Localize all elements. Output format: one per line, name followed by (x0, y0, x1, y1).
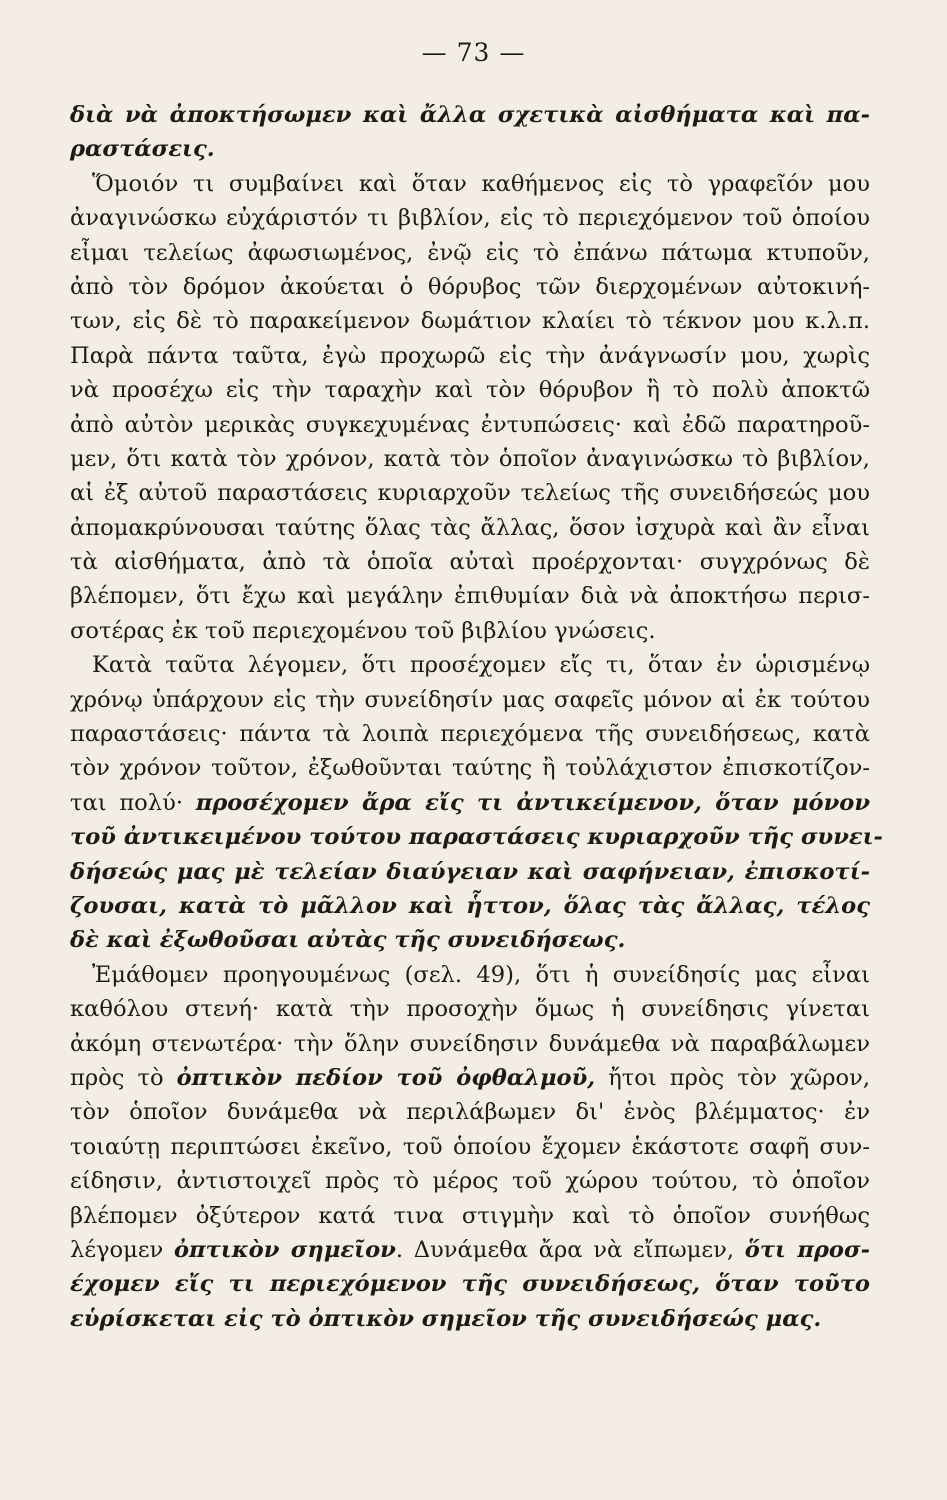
text-line (70, 408, 870, 442)
text-line (70, 1267, 870, 1301)
text-segment: Κατὰ ταῦτα λέγομεν, ὅτι προσέχομεν εἴς τι, ὅταν ἐν ὡρισμένῳ (92, 652, 870, 679)
text-segment: τοιαύτῃ περιπτώσει ἐκεῖνο, τοῦ ὁποίου ἔχομεν ἑκάστοτε σαφῆ συν- (70, 1133, 870, 1160)
text-segment: χρόνῳ ὑπάρχουν εἰς τὴν συνείδησίν μας σαφεῖς μόνον αἱ ἐκ τούτου (70, 686, 870, 713)
text-segment: είδησιν, ἀντιστοιχεῖ πρὸς τὸ μέρος τοῦ χώρου τούτου, τὸ ὁποῖον (70, 1168, 870, 1195)
text-segment: πρὸς τὸ (70, 1064, 177, 1091)
text-line (70, 511, 870, 545)
text-segment: Ὅμοιόν τι συμβαίνει καὶ ὅταν καθήμενος εἰς τὸ γραφεῖόν μου (92, 170, 870, 197)
text-line (70, 1233, 870, 1267)
text-segment: ἤτοι πρὸς τὸν χῶρον, (595, 1064, 870, 1091)
emphasized-text: εὑρίσκεται εἰς τὸ ὀπτικὸν σημεῖον τῆς συνειδήσεώς μας. (70, 1305, 822, 1332)
text-line (70, 270, 870, 304)
text-segment: τὸν χρόνον τοῦτον, ἐξωθοῦνται ταύτης ἢ τοὐλάχιστον ἐπισκοτίζον- (70, 755, 870, 782)
text-line (70, 476, 870, 510)
text-line (70, 545, 870, 579)
text-line (70, 236, 870, 270)
text-line (70, 167, 870, 201)
text-segment: τὸν ὁποῖον δυνάμεθα νὰ περιλάβωμεν δι' ἑνὸς βλέμματος· ἐν (70, 1099, 870, 1126)
text-line (70, 304, 870, 338)
text-line (70, 98, 870, 132)
text-segment: βλέπομεν, ὅτι ἔχω καὶ μεγάλην ἐπιθυμίαν διὰ νὰ ἀποκτήσω περισ- (70, 583, 870, 610)
text-line (70, 1164, 870, 1198)
text-line (70, 1061, 870, 1095)
emphasized-text: προσέχομεν ἄρα εἴς τι ἀντικείμενον, ὅταν μόνον (195, 789, 870, 816)
text-segment: βλέπομεν ὀξύτερον κατά τινα στιγμὴν καὶ τὸ ὁποῖον συνήθως (70, 1202, 870, 1229)
text-line (70, 786, 870, 820)
emphasized-text: τοῦ ἀντικειμένου τούτου παραστάσεις κυριαρχοῦν τῆς συνει- (70, 824, 883, 851)
emphasized-text: δὲ καὶ ἐξωθοῦσαι αὐτὰς τῆς συνειδήσεως. (70, 927, 626, 954)
text-segment: παραστάσεις· πάντα τὰ λοιπὰ περιεχόμενα τῆς συνειδήσεως, κατὰ (70, 721, 870, 748)
text-segment: μεν, ὅτι κατὰ τὸν χρόνον, κατὰ τὸν ὁποῖον ἀναγινώσκω τὸ βιβλίον, (70, 445, 870, 472)
text-segment: ται πολύ· (70, 789, 196, 816)
text-line (70, 717, 870, 751)
text-segment: σοτέρας ἐκ τοῦ περιεχομένου τοῦ βιβλίου γνώσεις. (70, 617, 656, 644)
text-line (70, 820, 883, 854)
text-line (70, 889, 870, 923)
text-line (70, 442, 870, 476)
text-segment: ἀπὸ τὸν δρόμον ἀκούεται ὁ θόρυβος τῶν διερχομένων αὐτοκινή- (70, 273, 870, 300)
page-number: — 73 — (421, 38, 526, 67)
text-segment: ἀπομακρύνουσαι ταύτης ὅλας τὰς ἄλλας, ὅσον ἰσχυρὰ καὶ ἂν εἶναι (70, 514, 870, 541)
emphasized-text: ζουσαι, κατὰ τὸ μᾶλλον καὶ ἧττον, ὅλας τὰς ἄλλας, τέλος (70, 892, 870, 919)
emphasized-text: ὀπτικὸν πεδίον τοῦ ὀφθαλμοῦ, (176, 1064, 596, 1091)
text-segment: νὰ προσέχω εἰς τὴν ταραχὴν καὶ τὸν θόρυβον ἢ τὸ πολὺ ἀποκτῶ (70, 377, 870, 404)
text-segment: λέγομεν (70, 1236, 174, 1263)
text-line (70, 1130, 870, 1164)
text-line (70, 648, 870, 682)
text-line (70, 1095, 870, 1129)
text-line (70, 683, 870, 717)
text-line (70, 855, 870, 889)
emphasized-text: έχομεν εἴς τι περιεχόμενον τῆς συνειδήσεως, ὅταν τοῦτο (70, 1271, 870, 1298)
text-segment: Ἐμάθομεν προηγουμένως (σελ. 49), ὅτι ἡ συνείδησίς μας εἶναι (92, 961, 870, 988)
text-segment: ἀκόμη στενωτέρα· τὴν ὅλην συνείδησιν δυνάμεθα νὰ παραβάλωμεν (70, 1030, 870, 1057)
text-line (70, 751, 870, 785)
text-segment: ἀναγινώσκω εὐχάριστόν τι βιβλίον, εἰς τὸ περιεχόμενον τοῦ ὁποίου (70, 205, 870, 232)
text-segment: αἱ ἐξ αὐτοῦ παραστάσεις κυριαρχοῦν τελείως τῆς συνειδήσεώς μου (70, 480, 870, 507)
text-segment: Παρὰ πάντα ταῦτα, ἐγὼ προχωρῶ εἰς τὴν ἀνάγνωσίν μου, χωρὶς (70, 342, 870, 369)
text-segment: εἶμαι τελείως ἀφωσιωμένος, ἐνῷ εἰς τὸ ἐπάνω πάτωμα κτυποῦν, (70, 239, 870, 266)
text-line (70, 614, 870, 648)
emphasized-text: διὰ νὰ ἀποκτήσωμεν καὶ ἄλλα σχετικὰ αἰσθήματα καὶ πα- (70, 102, 870, 128)
text-segment: ἀπὸ αὐτὸν μερικὰς συγκεχυμένας ἐντυπώσεις· καὶ ἐδῶ παρατηροῦ- (70, 411, 870, 438)
emphasized-text: ὅτι προσ- (744, 1236, 871, 1263)
text-segment: καθόλου στενή· κατὰ τὴν προσοχὴν ὅμως ἡ συνείδησις γίνεται (70, 996, 870, 1023)
emphasized-text: ραστάσεις. (70, 136, 215, 163)
text-line (70, 1199, 870, 1233)
text-segment: . Δυνάμεθα ἄρα νὰ εἴπωμεν, (395, 1236, 745, 1263)
text-line (70, 373, 870, 407)
emphasized-text: δήσεώς μας μὲ τελείαν διαύγειαν καὶ σαφήνειαν, ἐπισκοτί- (70, 858, 870, 885)
text-line (70, 579, 870, 613)
body-text (70, 98, 883, 1336)
text-line (70, 1027, 870, 1061)
text-line (70, 992, 870, 1026)
text-segment: των, εἰς δὲ τὸ παρακείμενον δωμάτιον κλαίει τὸ τέκνον μου κ.λ.π. (70, 308, 870, 335)
text-line (70, 923, 870, 957)
emphasized-text: ὀπτικὸν σημεῖον (173, 1236, 396, 1263)
text-line (70, 201, 870, 235)
text-line (70, 132, 870, 166)
text-line (70, 339, 870, 373)
text-line (70, 1302, 870, 1336)
text-line (70, 958, 870, 992)
text-segment: τὰ αἰσθήματα, ἀπὸ τὰ ὁποῖα αὐταὶ προέρχονται· συγχρόνως δὲ (70, 549, 870, 576)
